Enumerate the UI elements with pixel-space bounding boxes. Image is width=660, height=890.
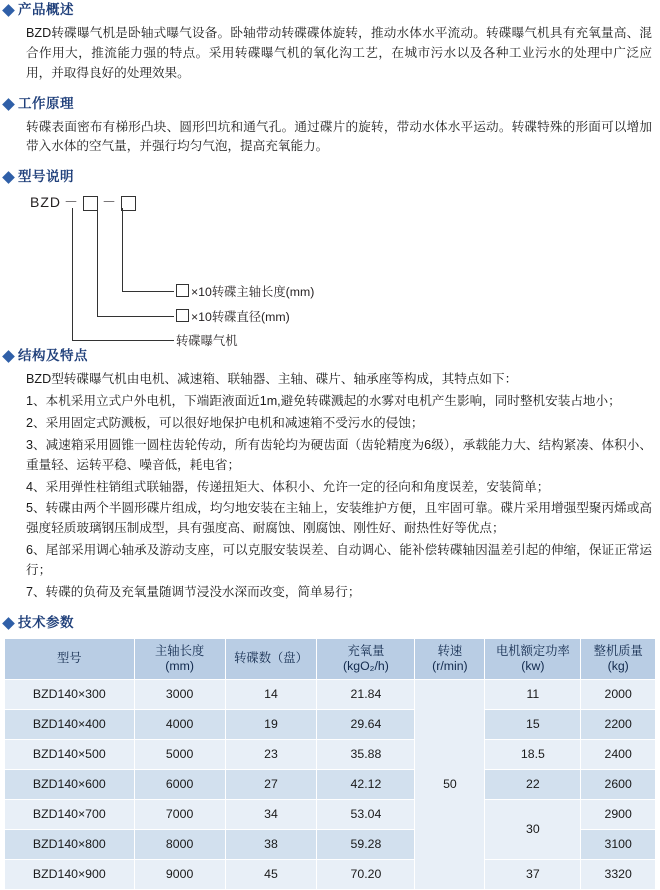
cell-discs: 14	[225, 679, 317, 709]
model-legend-length	[176, 283, 314, 302]
cell-mass: 2900	[581, 799, 656, 829]
cell-length: 9000	[134, 859, 225, 889]
cell-discs: 45	[225, 859, 317, 889]
header-line-2: (kgO₂/h)	[343, 658, 389, 673]
column-header-length	[134, 638, 225, 679]
table-row	[5, 799, 656, 829]
diamond-bullet-icon	[2, 350, 15, 363]
legend-box-icon	[176, 309, 189, 322]
section-title: 技术参数	[18, 614, 74, 630]
table-row	[5, 709, 656, 739]
cell-mass: 3100	[581, 829, 656, 859]
cell-power: 11	[485, 679, 581, 709]
leader-line-diameter-horizontal	[97, 316, 174, 317]
column-header-mass	[581, 638, 656, 679]
section-title: 结构及特点	[18, 348, 88, 364]
cell-model: BZD140×700	[5, 799, 135, 829]
cell-oxygen: 42.12	[317, 769, 415, 799]
model-legend-diameter	[176, 308, 290, 327]
column-header-power	[485, 638, 581, 679]
table-row	[5, 769, 656, 799]
section-title: 型号说明	[18, 169, 74, 185]
cell-power-merged: 30	[485, 799, 581, 859]
cell-mass: 2400	[581, 739, 656, 769]
table-row	[5, 859, 656, 889]
header-line-2: (r/min)	[432, 658, 468, 673]
leader-line-name-horizontal	[72, 340, 174, 341]
column-header-model	[5, 638, 135, 679]
cell-oxygen: 21.84	[317, 679, 415, 709]
spec-table-head	[5, 638, 656, 679]
spec-table	[4, 638, 656, 890]
cell-discs: 19	[225, 709, 317, 739]
header-line-1: 充氧量	[347, 643, 385, 658]
leader-line-name	[72, 208, 73, 340]
model-box-length	[121, 196, 136, 211]
table-row	[5, 679, 656, 709]
model-dash-1: －	[64, 194, 79, 211]
cell-discs: 38	[225, 829, 317, 859]
section-body-principle	[26, 118, 652, 158]
list-item: 4、采用弹性柱销组式联轴器，传递扭矩大、体积小、允许一定的径向和角度误差，安装简单；	[26, 479, 550, 494]
cell-model: BZD140×800	[5, 829, 135, 859]
cell-length: 5000	[134, 739, 225, 769]
cell-oxygen: 29.64	[317, 709, 415, 739]
cell-mass: 3320	[581, 859, 656, 889]
model-code-string	[30, 192, 137, 214]
section-heading-model	[4, 167, 660, 188]
column-header-speed	[415, 638, 485, 679]
header-line-2: (mm)	[165, 658, 194, 673]
legend-text: ×10转碟主轴长度(mm)	[191, 285, 315, 300]
cell-oxygen: 53.04	[317, 799, 415, 829]
header-line-1: 主轴长度	[155, 643, 205, 658]
list-item: 7、转碟的负荷及充氧量随调节浸没水深而改变，简单易行；	[26, 585, 361, 600]
cell-model: BZD140×500	[5, 739, 135, 769]
model-box-diameter	[83, 196, 98, 211]
header-line-1: 电机额定功率	[495, 643, 570, 658]
cell-oxygen: 35.88	[317, 739, 415, 769]
cell-power: 37	[485, 859, 581, 889]
section-heading-specs	[4, 613, 660, 634]
cell-length: 7000	[134, 799, 225, 829]
leader-line-length	[122, 208, 123, 291]
cell-mass: 2000	[581, 679, 656, 709]
section-body-overview	[26, 24, 652, 84]
spec-table-wrapper	[4, 638, 656, 890]
spec-table-body	[5, 679, 656, 889]
cell-model: BZD140×900	[5, 859, 135, 889]
table-row	[5, 739, 656, 769]
cell-length: 4000	[134, 709, 225, 739]
cell-mass: 2200	[581, 709, 656, 739]
cell-discs: 34	[225, 799, 317, 829]
list-item: 3、减速箱采用圆锥一圆柱齿轮传动，所有齿轮均为硬齿面（齿轮精度为6级），承载能力大、结构紧凑、体积小、重量轻、运转平稳、噪音低，耗电省；	[26, 437, 652, 472]
section-title: 产品概述	[18, 2, 74, 17]
column-header-oxygen	[317, 638, 415, 679]
cell-mass: 2600	[581, 769, 656, 799]
list-item: 6、尾部采用调心轴承及游动支座，可以克服安装误差、自动调心、能补偿转碟轴因温差引起的伸缩，保证正常运行；	[26, 543, 652, 578]
cell-oxygen: 59.28	[317, 829, 415, 859]
header-line-1: 型号	[56, 651, 82, 666]
legend-box-icon	[176, 284, 189, 297]
cell-power: 15	[485, 709, 581, 739]
section-title: 工作原理	[18, 95, 74, 111]
legend-text: ×10转碟直径(mm)	[191, 310, 290, 325]
cell-model: BZD140×300	[5, 679, 135, 709]
cell-discs: 23	[225, 739, 317, 769]
header-line-1: 整机质量	[593, 643, 643, 658]
paragraph: BZD转碟曝气机是卧轴式曝气设备。卧轴带动转碟碟体旋转，推动水体水平流动。转碟曝气机具有充氧量高、混合作用大，推流能力强的特点。采用转碟曝气机的氧化沟工艺，在城市污水以及各种工业污水的处理中广泛应用，并取得良好的处理效果。	[26, 25, 652, 80]
leader-line-length-horizontal	[122, 291, 174, 292]
diamond-bullet-icon	[2, 4, 15, 17]
section-body-structure	[26, 370, 652, 603]
model-legend-name	[176, 332, 238, 351]
list-item: 2、采用固定式防溅板，可以很好地保护电机和减速箱不受污水的侵蚀；	[26, 415, 424, 430]
cell-discs: 27	[225, 769, 317, 799]
header-line-2: (kw)	[521, 658, 545, 673]
list-item: 1、本机采用立式户外电机，下端距液面近1m,避免转碟溅起的水雾对电机产生影响，同时整机安装占地小；	[26, 394, 621, 409]
table-header-row	[5, 638, 656, 679]
column-header-discs	[225, 638, 317, 679]
cell-speed-merged: 50	[415, 679, 485, 889]
diamond-bullet-icon	[2, 617, 15, 630]
diamond-bullet-icon	[2, 98, 15, 111]
cell-power: 18.5	[485, 739, 581, 769]
header-line-2: (kg)	[607, 658, 629, 673]
section-heading-overview	[4, 0, 660, 21]
model-prefix: BZD	[30, 194, 61, 211]
paragraph: 转碟表面密布有梯形凸块、圆形凹坑和通气孔。通过碟片的旋转，带动水体水平运动。转碟特殊的形面可以增加带入水体的空气量，并强行均匀气泡，提高充氧能力。	[26, 119, 652, 154]
cell-model: BZD140×400	[5, 709, 135, 739]
cell-length: 8000	[134, 829, 225, 859]
header-line-1: 转碟数（盘）	[234, 651, 308, 666]
list-item: 5、转碟由两个半圆形碟片组成，均匀地安装在主轴上，安装维护方便，且牢固可靠。碟片采用增强型聚丙烯或高强度轻质玻璃钢压制成型，具有强度高、耐腐蚀、刚腐蚀、刚性好、耐热性好等优点；	[26, 501, 652, 536]
model-dash-2: －	[102, 194, 117, 211]
cell-model: BZD140×600	[5, 769, 135, 799]
cell-oxygen: 70.20	[317, 859, 415, 889]
diamond-bullet-icon	[2, 171, 15, 184]
section-heading-structure	[4, 346, 660, 367]
cell-power: 22	[485, 769, 581, 799]
model-code-diagram	[26, 192, 660, 349]
cell-length: 3000	[134, 679, 225, 709]
paragraph: BZD型转碟曝气机由电机、减速箱、联轴器、主轴、碟片、轴承座等构成，其特点如下：	[26, 372, 518, 387]
section-heading-principle	[4, 94, 660, 115]
cell-length: 6000	[134, 769, 225, 799]
leader-line-diameter	[97, 208, 98, 316]
header-line-1: 转速	[437, 643, 463, 658]
legend-text: 转碟曝气机	[176, 334, 238, 349]
